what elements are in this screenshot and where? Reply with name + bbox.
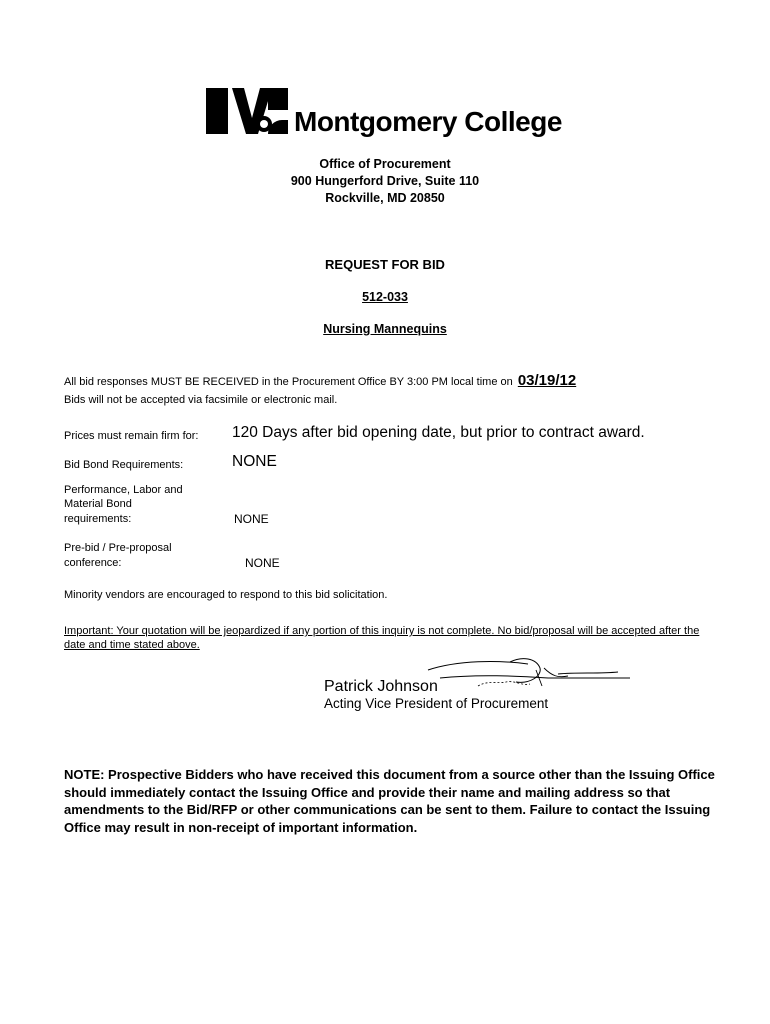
minority-vendors-note: Minority vendors are encouraged to respond to this bid solicitation. [64,589,388,601]
deadline-date: 03/19/12 [517,372,577,389]
handwritten-signature [418,648,630,696]
performance-label-line3: requirements: [64,513,132,525]
performance-label-line1: Performance, Labor and [64,484,183,496]
signer-title: Acting Vice President of Procurement [324,696,549,711]
performance-value: NONE [234,512,269,526]
bid-number: 512-033 [362,290,408,304]
prebid-value: NONE [245,556,280,570]
prices-value: 120 Days after bid opening date, but prior to contract award. [232,424,645,441]
prebid-label-line1: Pre-bid / Pre-proposal [64,542,172,554]
no-fax-notice: Bids will not be accepted via facsimile or electronic mail. [64,394,338,406]
college-name: Montgomery College [294,106,562,137]
deadline-text: All bid responses MUST BE RECEIVED in the Procurement Office BY 3:00 PM local time on [64,376,513,388]
signer-name: Patrick Johnson [324,678,438,695]
office-city: Rockville, MD 20850 [325,191,445,205]
bid-bond-label: Bid Bond Requirements: [64,459,184,471]
performance-label-line2: Material Bond [64,498,132,510]
document-title: REQUEST FOR BID [325,257,445,272]
montgomery-college-logo [206,84,288,134]
important-notice: Important: Your quotation will be jeopardized if any portion of this inquiry is not complete. No bid/proposal will be accepted after the date and time stated above. [64,625,700,651]
bid-name: Nursing Mannequins [323,322,447,336]
bid-bond-value: NONE [232,453,277,470]
office-name: Office of Procurement [319,157,451,171]
prebid-label-line2: conference: [64,557,122,569]
office-street: 900 Hungerford Drive, Suite 110 [290,174,480,188]
prices-label: Prices must remain firm for: [64,430,199,442]
deadline-statement [64,374,576,389]
distribution-note: NOTE: Prospective Bidders who have received this document from a source other than the Issuing Office should immediately contact the Issuing Office and provide their name and mailing address so that amendments to the Bid/RFP or other communications can be sent to them. Failure to contact the Issuing Office may result in non-receipt of important information. [64,767,715,835]
